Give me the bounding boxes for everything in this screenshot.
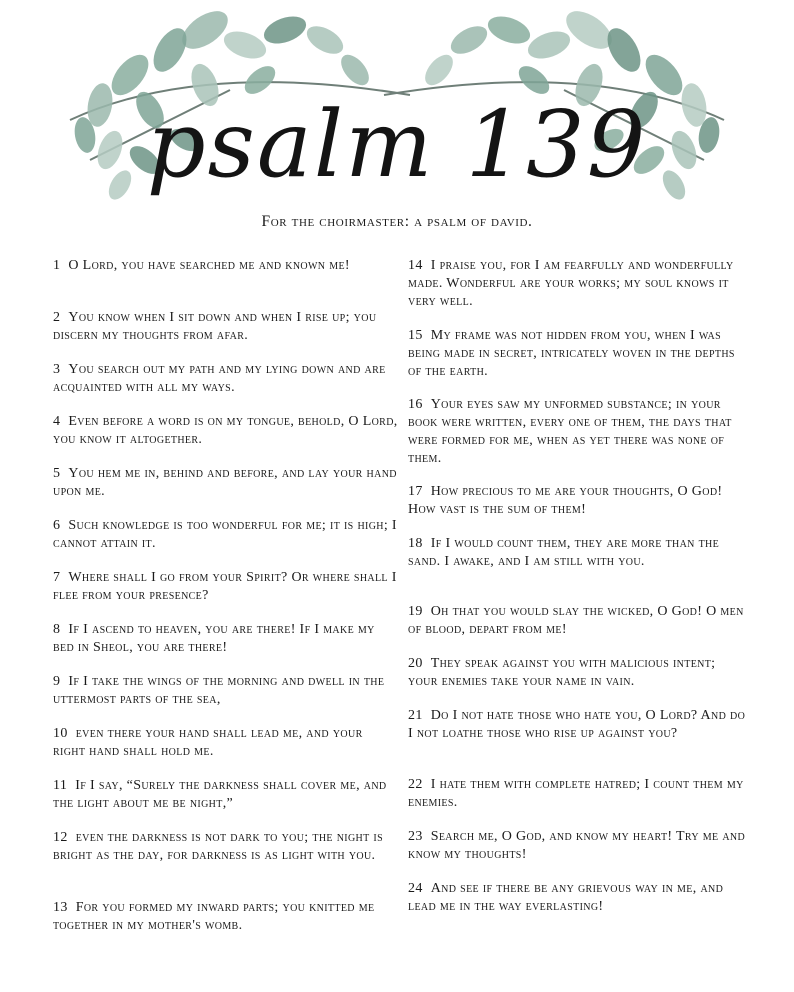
verse-item [53,725,398,761]
verse-item [53,569,398,605]
verse-text: Do I not hate those who hate you, O Lord? And do I not loathe those who rise up against you? [408,708,746,741]
verse-item [408,707,748,743]
verse-text: Where shall I go from your Spirit? Or where shall I flee from your presence? [53,570,397,603]
verse-number: 11 [53,778,68,793]
verse-text: You search out my path and my lying down and are acquainted with all my ways. [53,362,386,395]
verse-item [53,257,350,275]
page-title: psalm 139 [146,91,648,198]
page-subtitle: For the choirmaster: a psalm of david. [261,213,533,230]
leaf [220,26,270,64]
verse-number: 3 [53,362,61,377]
verse-text: My frame was not hidden from you, when I was being made in secret, intricately woven in the depths of the earth. [408,328,735,379]
verse-text: Your eyes saw my unformed substance; in your book were written, every one of them, the days that were formed for me, when as yet there was none of them. [408,397,732,466]
verse-text: If I ascend to heaven, you are there! If I make my bed in Sheol, you are there! [53,622,375,655]
verse-item [408,880,748,916]
verse-item [408,257,748,311]
verse-text: You know when I sit down and when I rise up; you discern my thoughts from afar. [53,310,377,343]
verse-text: You hem me in, behind and before, and lay your hand upon me. [53,466,397,499]
verse-text: even the darkness is not dark to you; the night is bright as the day, for darkness is as light with you. [53,830,384,863]
verse-item [53,777,398,813]
verse-item [53,413,398,449]
verse-number: 14 [408,258,423,273]
leaf [336,50,374,90]
verse-item [53,673,398,709]
verse-number: 5 [53,466,61,481]
verse-text: How precious to me are your thoughts, O God! How vast is the sum of them! [408,484,723,517]
verse-number: 16 [408,397,423,412]
verse-text: If I say, “Surely the darkness shall cover me, and the light about me be night,” [53,778,387,811]
verse-item [53,621,398,657]
verse-item [408,327,748,381]
verse-text: Such knowledge is too wonderful for me; it is high; I cannot attain it. [53,518,397,551]
leaf [302,20,348,59]
verse-item [408,776,748,812]
verse-text: O Lord, you have searched me and known me! [68,258,350,273]
verse-item [53,899,398,935]
verse-text: Even before a word is on my tongue, behold, O Lord, you know it altogether. [53,414,398,447]
verse-number: 24 [408,881,423,896]
verse-item [53,361,398,397]
verse-number: 23 [408,829,423,844]
verse-number: 7 [53,570,61,585]
leaf [524,26,574,64]
verse-number: 4 [53,414,61,429]
verse-text: If I take the wings of the morning and dwell in the uttermost parts of the sea, [53,674,385,707]
leaf [420,50,458,90]
verse-number: 15 [408,328,423,343]
verse-text: For you formed my inward parts; you knitted me together in my mother's womb. [53,900,375,933]
verse-number: 22 [408,777,423,792]
verse-item [408,655,748,691]
verse-text: I praise you, for I am fearfully and wonderfully made. Wonderful are your works; my soul knows it very well. [408,258,734,309]
verse-text: Search me, O God, and know my heart! Try me and know my thoughts! [408,829,746,862]
verse-item [408,603,748,639]
leaf [260,11,310,49]
leaf [484,11,534,49]
verse-number: 18 [408,536,423,551]
verse-text: And see if there be any grievous way in me, and lead me in the way everlasting! [408,881,724,914]
verse-text: Oh that you would slay the wicked, O God! O men of blood, depart from me! [408,604,744,637]
verse-number: 2 [53,310,61,325]
verse-text: If I would count them, they are more than the sand. I awake, and I am still with you. [408,536,720,569]
verse-item [53,829,398,865]
verse-number: 13 [53,900,68,915]
verse-text: They speak against you with malicious intent; your enemies take your name in vain. [408,656,716,689]
verse-text: I hate them with complete hatred; I count them my enemies. [408,777,744,810]
verse-number: 1 [53,258,61,273]
verse-number: 19 [408,604,423,619]
verse-item [408,828,748,864]
verse-number: 20 [408,656,423,671]
verse-item [408,535,748,571]
verse-number: 17 [408,484,423,499]
verse-item [53,465,398,501]
leaf [446,20,492,59]
verse-item [53,517,398,553]
verse-item [53,309,398,345]
verse-number: 6 [53,518,61,533]
verse-number: 8 [53,622,61,637]
verse-item [408,483,748,519]
verse-number: 10 [53,726,68,741]
verse-text: even there your hand shall lead me, and your right hand shall hold me. [53,726,363,759]
verse-number: 12 [53,830,68,845]
verse-item [408,396,748,468]
verse-number: 9 [53,674,61,689]
verse-number: 21 [408,708,423,723]
